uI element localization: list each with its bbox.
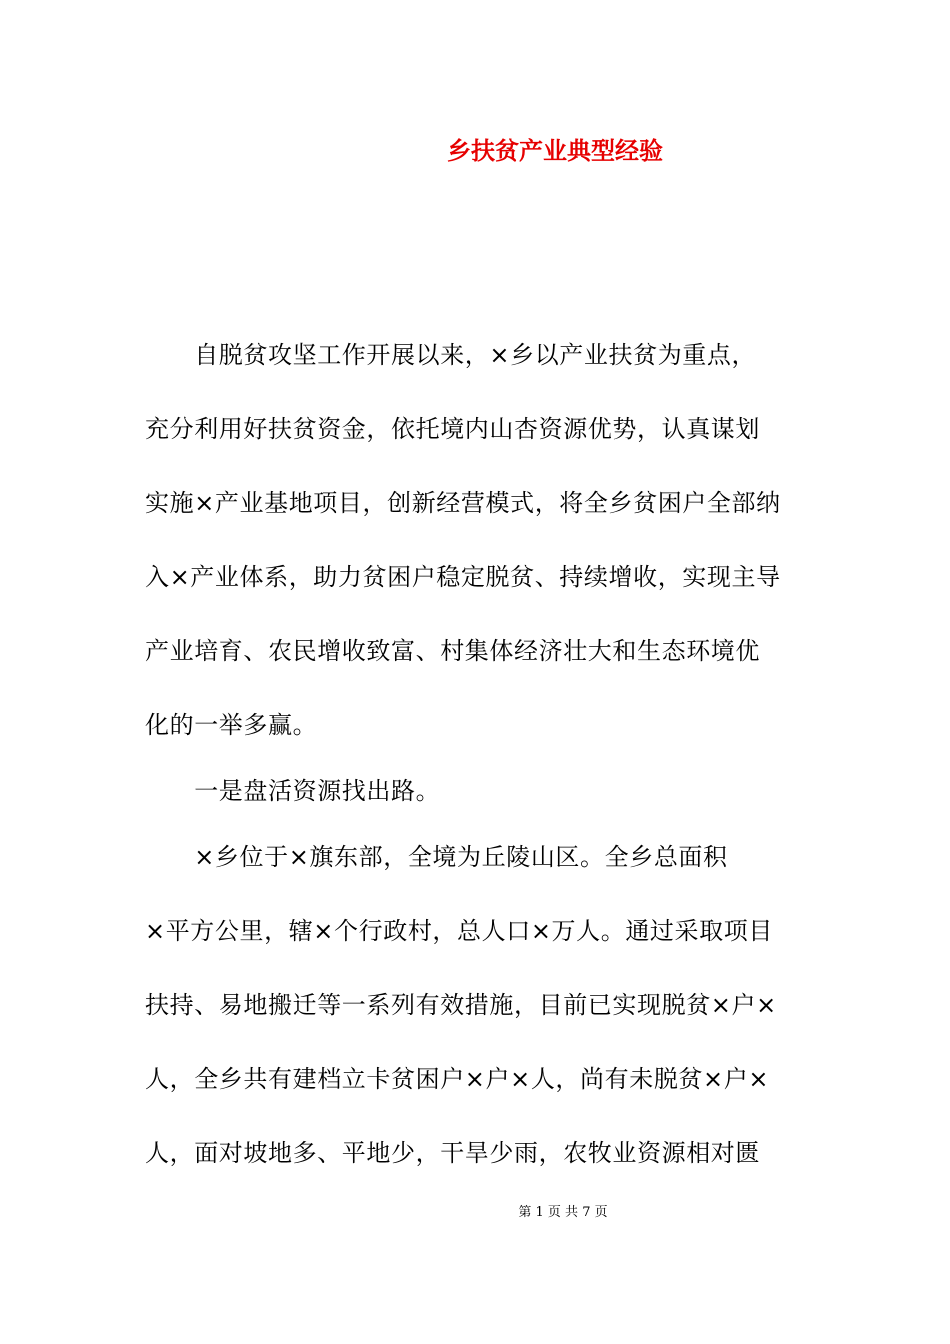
- body-line: 扶持、易地搬迁等一系列有效措施，目前已实现脱贫×户×: [145, 991, 777, 1019]
- page-number-footer: 第 1 页 共 7 页: [518, 1205, 608, 1220]
- document-title: 乡扶贫产业典型经验: [447, 136, 663, 165]
- body-line: 人，全乡共有建档立卡贫困户×户×人，尚有未脱贫×户×: [145, 1065, 770, 1093]
- body-line: ×乡位于×旗东部，全境为丘陵山区。全乡总面积: [145, 843, 728, 871]
- body-line: 充分利用好扶贫资金，依托境内山杏资源优势，认真谋划: [145, 415, 760, 443]
- body-line: 实施×产业基地项目，创新经营模式，将全乡贫困户全部纳: [145, 489, 781, 517]
- body-line: ×平方公里，辖×个行政村，总人口×万人。通过采取项目: [145, 917, 773, 945]
- body-line: 自脱贫攻坚工作开展以来，×乡以产业扶贫为重点，: [145, 341, 757, 369]
- body-line: 产业培育、农民增收致富、村集体经济壮大和生态环境优: [145, 637, 760, 665]
- body-line: 入×产业体系，助力贫困户稳定脱贫、持续增收，实现主导: [145, 563, 781, 591]
- body-line: 化的一举多赢。: [145, 711, 318, 739]
- body-line: 人，面对坡地多、平地少，干旱少雨，农牧业资源相对匮: [145, 1139, 760, 1167]
- section-heading: 一是盘活资源找出路。: [145, 777, 441, 805]
